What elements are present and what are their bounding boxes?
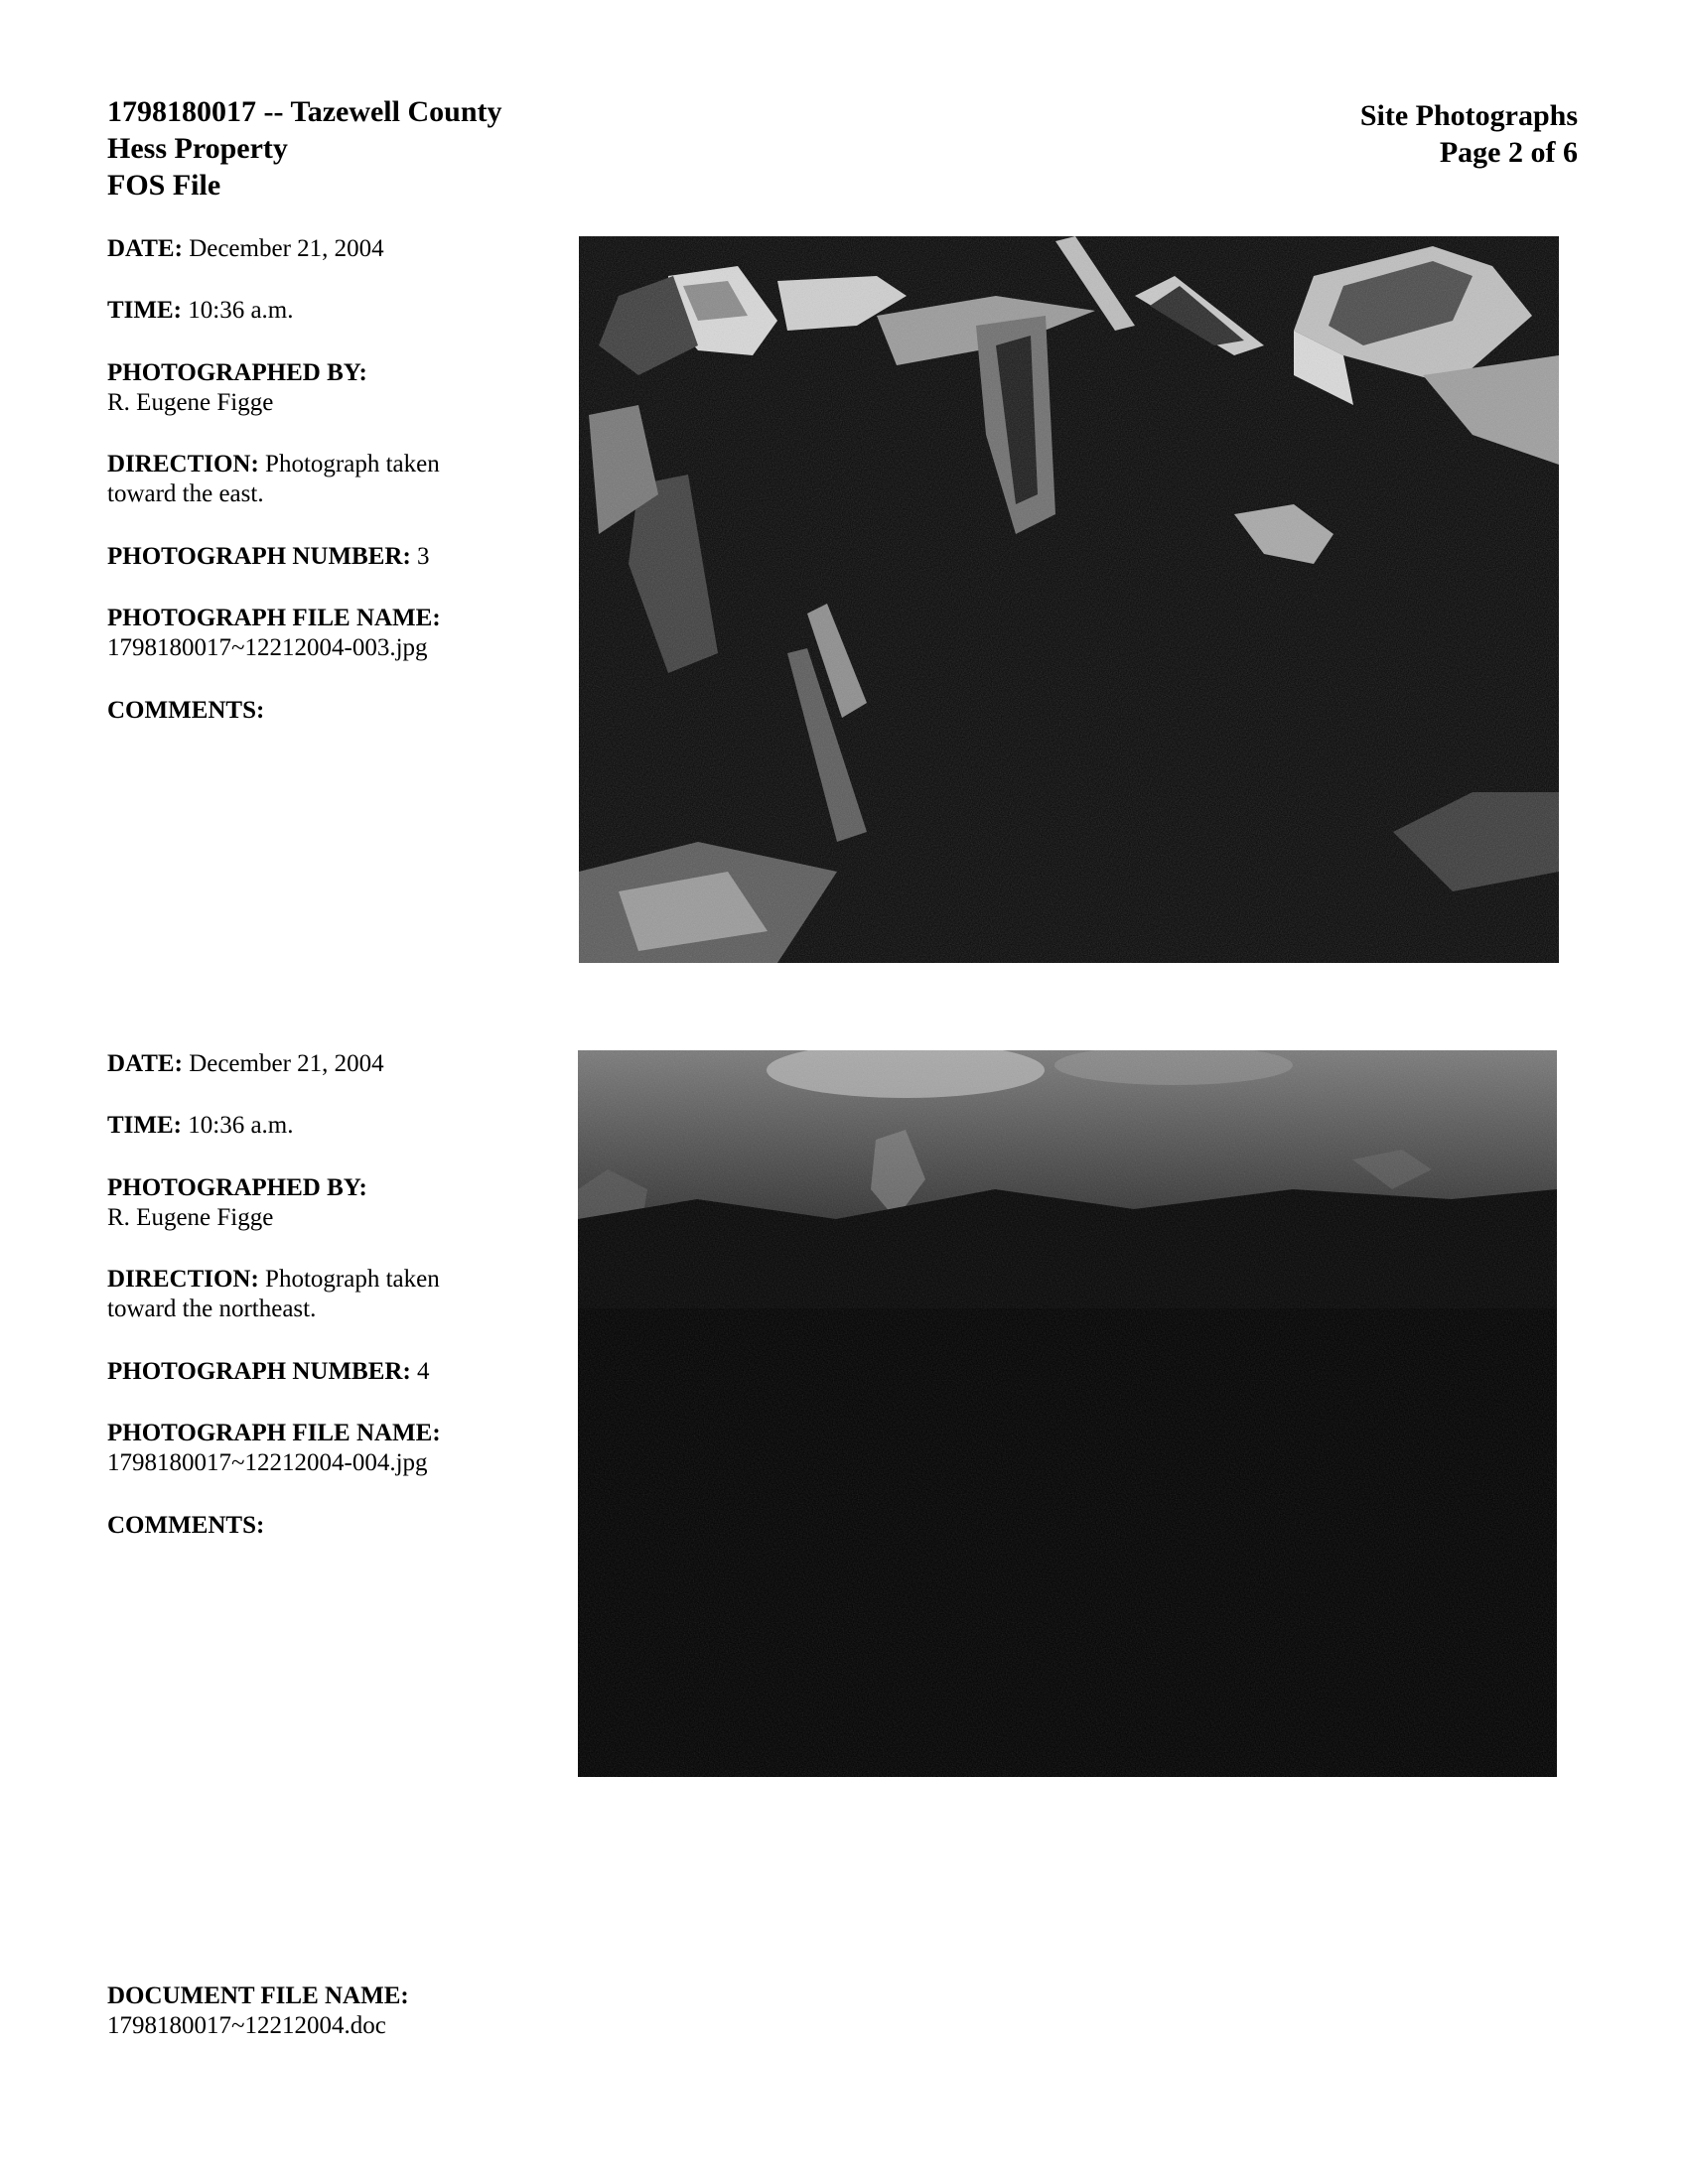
direction-label: DIRECTION: (107, 1266, 259, 1293)
document-file-name-value: 1798180017~12212004.doc (107, 2012, 386, 2039)
time-field (107, 1111, 294, 1141)
site-photograph-3 (579, 236, 1559, 963)
header-site-id: 1798180017 -- Tazewell County (107, 95, 502, 128)
time-field (107, 296, 294, 326)
photo-number-label: PHOTOGRAPH NUMBER: (107, 543, 411, 570)
direction-field (107, 450, 440, 509)
time-value: 10:36 a.m. (188, 1112, 294, 1139)
photo-number-field (107, 542, 430, 572)
photo-file-name-field (107, 604, 441, 663)
photographed-by-field (107, 1173, 367, 1233)
direction-field (107, 1265, 440, 1324)
comments-label: COMMENTS: (107, 697, 265, 724)
header-page-number: Page 2 of 6 (1439, 136, 1578, 169)
direction-label: DIRECTION: (107, 451, 259, 478)
site-photograph-3-image (579, 236, 1559, 963)
date-field (107, 234, 384, 264)
photographed-by-label: PHOTOGRAPHED BY: (107, 1174, 367, 1201)
document-file-name (107, 1981, 409, 2041)
time-label: TIME: (107, 297, 182, 324)
photo-number-value: 4 (417, 1358, 430, 1385)
photographed-by-value: R. Eugene Figge (107, 1204, 274, 1231)
date-field (107, 1049, 384, 1079)
photo-file-name-value: 1798180017~12212004-004.jpg (107, 1449, 428, 1476)
photo-file-name-value: 1798180017~12212004-003.jpg (107, 634, 428, 661)
comments-field (107, 1511, 264, 1541)
comments-label: COMMENTS: (107, 1512, 265, 1539)
photo-number-label: PHOTOGRAPH NUMBER: (107, 1358, 411, 1385)
photographed-by-field (107, 358, 367, 418)
direction-value-line1: Photograph taken (265, 1266, 440, 1293)
photo-file-name-label: PHOTOGRAPH FILE NAME: (107, 1420, 441, 1446)
direction-value-line2: toward the northeast. (107, 1296, 317, 1322)
direction-value-line2: toward the east. (107, 480, 264, 507)
comments-field (107, 696, 264, 726)
site-photograph-4 (578, 1050, 1557, 1777)
photographed-by-label: PHOTOGRAPHED BY: (107, 359, 367, 386)
header-right (1360, 97, 1578, 171)
document-file-name-label: DOCUMENT FILE NAME: (107, 1982, 409, 2009)
date-label: DATE: (107, 235, 183, 262)
date-label: DATE: (107, 1050, 183, 1077)
photo-file-name-field (107, 1419, 441, 1478)
direction-value-line1: Photograph taken (265, 451, 440, 478)
photographed-by-value: R. Eugene Figge (107, 389, 274, 416)
date-value: December 21, 2004 (189, 1050, 384, 1077)
header-file-type: FOS File (107, 169, 221, 202)
header-section-title: Site Photographs (1359, 99, 1578, 132)
photo-file-name-label: PHOTOGRAPH FILE NAME: (107, 605, 441, 631)
header-left (107, 93, 502, 204)
photo-number-field (107, 1357, 430, 1387)
time-value: 10:36 a.m. (188, 297, 294, 324)
site-photograph-4-image (578, 1050, 1557, 1777)
photo-number-value: 3 (417, 543, 430, 570)
header-property: Hess Property (107, 132, 288, 165)
time-label: TIME: (107, 1112, 182, 1139)
date-value: December 21, 2004 (189, 235, 384, 262)
